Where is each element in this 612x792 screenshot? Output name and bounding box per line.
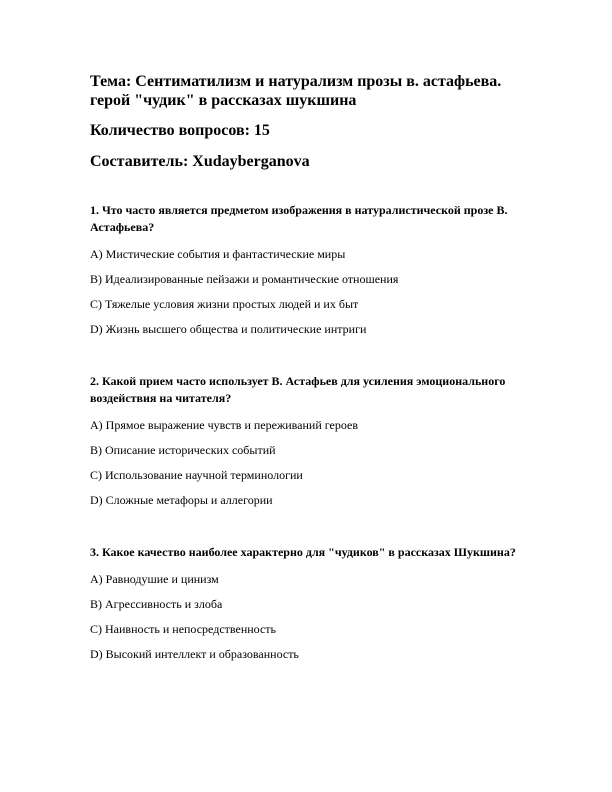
answer-option-c: C) Использование научной терминологии bbox=[90, 468, 303, 482]
question-text: 2. Какой прием часто использует В. Астафьев для усиления эмоционального воздействия на читателя? bbox=[90, 374, 506, 405]
question-text: 1. Что часто является предметом изображения в натуралистической прозе В. Астафьева? bbox=[90, 203, 508, 234]
answer-option-c: C) Наивность и непосредственность bbox=[90, 622, 277, 636]
topic-title: Тема: Сентиматилизм и натурализм прозы в. астафьева. герой "чудик" в рассказах шукшина bbox=[90, 73, 502, 109]
answer-option-d: D) Жизнь высшего общества и политические интриги bbox=[90, 322, 367, 336]
question-3 bbox=[90, 544, 530, 661]
answer-option-a: A) Прямое выражение чувств и переживаний героев bbox=[90, 418, 359, 432]
answer-option-b: B) Агрессивность и злоба bbox=[90, 597, 223, 611]
answer-option-c: C) Тяжелые условия жизни простых людей и их быт bbox=[90, 297, 359, 311]
answer-option-d: D) Сложные метафоры и аллегории bbox=[90, 493, 273, 507]
question-1 bbox=[90, 202, 530, 336]
document-header bbox=[90, 72, 530, 171]
author-line: Составитель: Xudayberganova bbox=[90, 153, 310, 170]
answer-option-d: D) Высокий интеллект и образованность bbox=[90, 647, 299, 661]
answer-option-a: A) Мистические события и фантастические миры bbox=[90, 247, 346, 261]
question-count: Количество вопросов: 15 bbox=[90, 122, 270, 139]
answer-option-b: B) Идеализированные пейзажи и романтические отношения bbox=[90, 272, 399, 286]
answer-option-a: A) Равнодушие и цинизм bbox=[90, 572, 219, 586]
question-2 bbox=[90, 373, 530, 507]
answer-option-b: B) Описание исторических событий bbox=[90, 443, 276, 457]
question-text: 3. Какое качество наиболее характерно для "чудиков" в рассказах Шукшина? bbox=[90, 545, 516, 559]
